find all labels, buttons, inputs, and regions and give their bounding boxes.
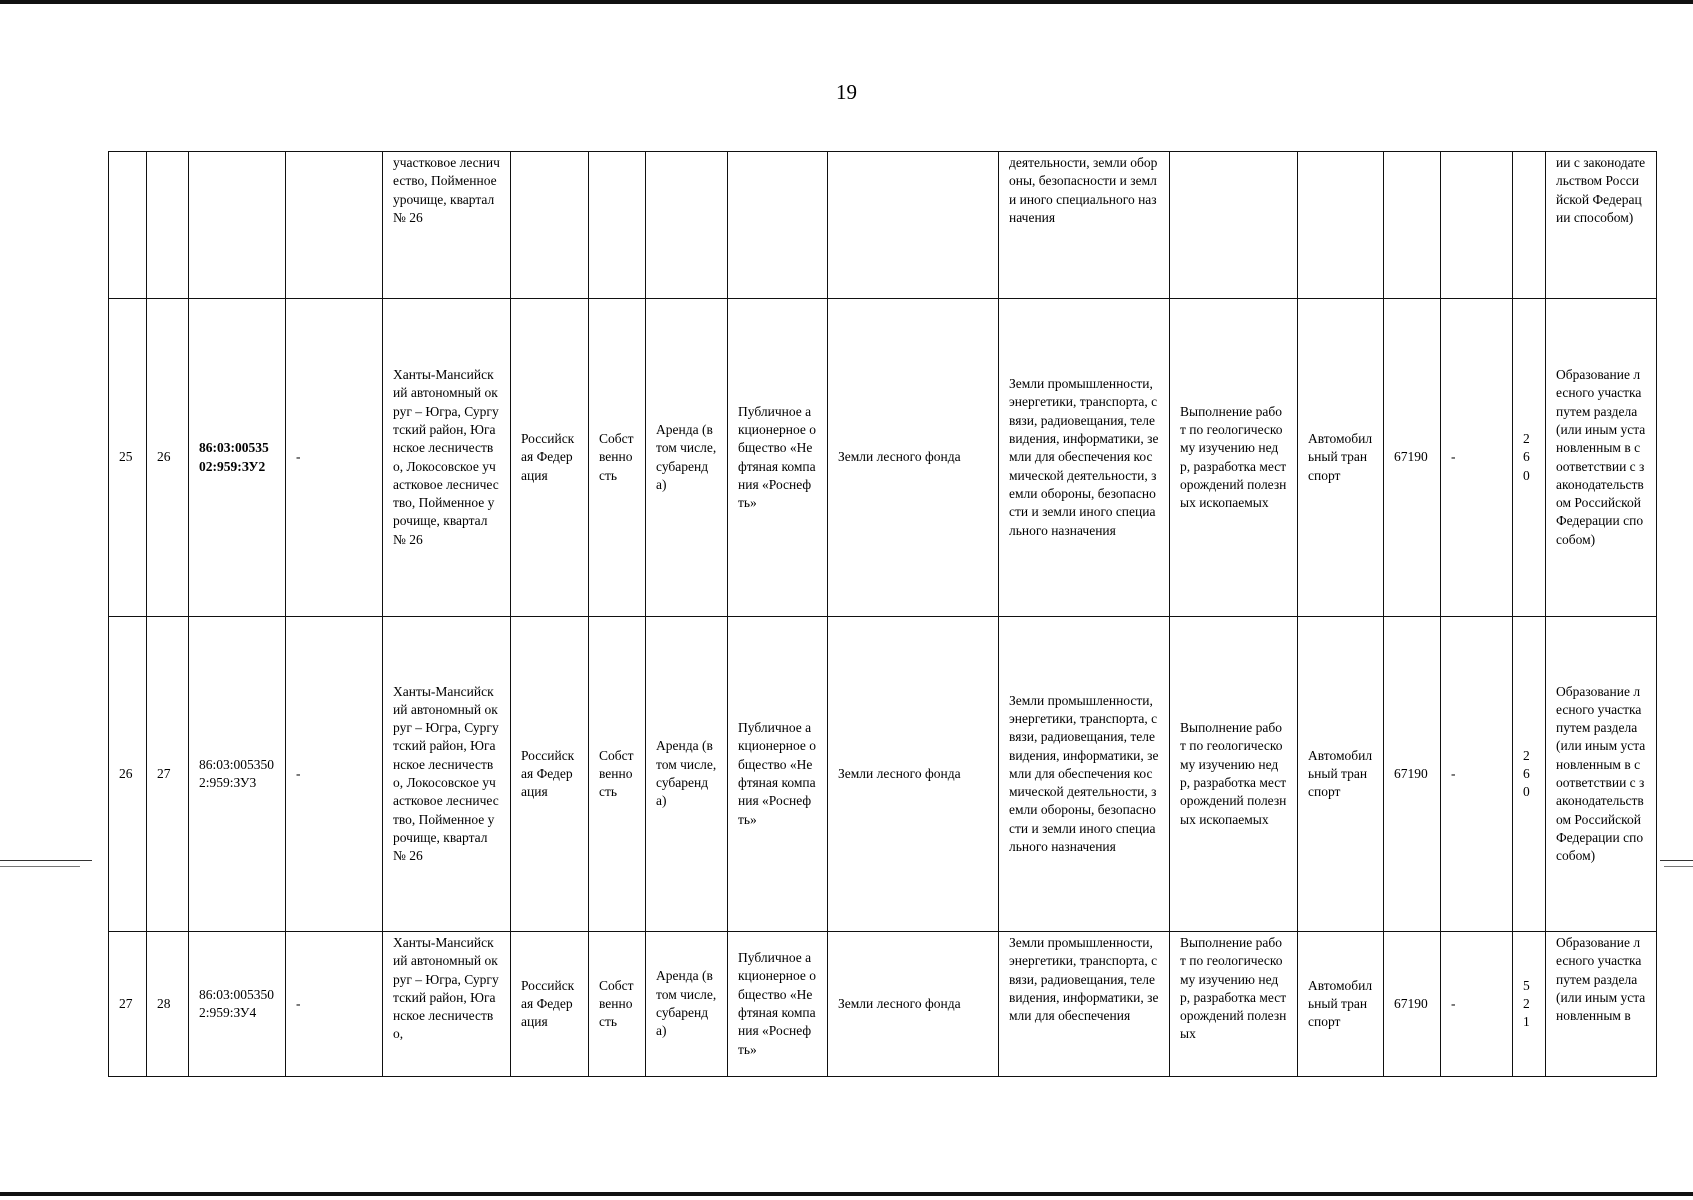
table-row [109,152,1657,299]
area-cell: 67190 [1384,932,1441,1077]
dash-cell: - [286,299,383,617]
transport-cell: Автомобильный транспорт [1298,932,1384,1077]
land-plots-table [108,151,1657,1077]
left-margin-mark [0,866,80,867]
area-cell: 67190 [1384,617,1441,932]
method-cell: Образование лесного участка путем раздела (или иным установленным в [1546,932,1657,1077]
table-row [109,932,1657,1077]
right-cell [589,152,646,299]
method-cell: Образование лесного участка путем раздела (или иным установленным в соответствии с законодательством Российской Федерации способом) [1546,299,1657,617]
location-cell: участковое лесничество, Пойменное урочище, квартал № 26 [383,152,511,299]
encumbrance-cell: Аренда (в том числе, субаренда) [646,299,728,617]
area-cell: 67190 [1384,299,1441,617]
right-margin-mark [1660,860,1693,861]
location-cell: Ханты-Мансийский автономный округ – Югра, Сургутский район, Юганское лесничество, Локосовское участковое лесничество, Пойменное урочище, квартал № 26 [383,299,511,617]
plot-number: 26 [147,299,189,617]
value-cell: 260 [1513,617,1546,932]
cadastral-number [189,152,286,299]
top-rule [0,0,1693,4]
owner-cell: Российская Федерация [511,299,589,617]
cadastral-number: 86:03:0053502:959:ЗУ4 [189,932,286,1077]
holder-cell: Публичное акционерное общество «Нефтяная компания «Роснефть» [728,617,828,932]
category-cell: Земли лесного фонда [828,932,999,1077]
method-cell: Образование лесного участка путем раздела (или иным установленным в соответствии с законодательством Российской Федерации способом) [1546,617,1657,932]
value-cell [1513,152,1546,299]
right-cell: Собственность [589,299,646,617]
holder-cell [728,152,828,299]
activity-cell: Выполнение работ по геологическому изучению недр, разработка месторождений полезных ископаемых [1170,617,1298,932]
left-margin-mark [0,860,92,861]
location-cell: Ханты-Мансийский автономный округ – Югра, Сургутский район, Юганское лесничество, [383,932,511,1077]
row-number: 27 [109,932,147,1077]
cadastral-number: 86:03:0053502:959:ЗУ3 [189,617,286,932]
transport-cell [1298,152,1384,299]
holder-cell: Публичное акционерное общество «Нефтяная компания «Роснефть» [728,299,828,617]
encumbrance-cell [646,152,728,299]
right-cell: Собственность [589,932,646,1077]
plot-number: 27 [147,617,189,932]
owner-cell: Российская Федерация [511,617,589,932]
category-description-cell: Земли промышленности, энергетики, транспорта, связи, радиовещания, телевидения, информатики, земли для обеспечения космической деятельности, земли обороны, безопасности и земли иного специального назначения [999,617,1170,932]
dash2-cell: - [1441,299,1513,617]
encumbrance-cell: Аренда (в том числе, субаренда) [646,617,728,932]
right-margin-mark [1664,866,1693,867]
plot-number [147,152,189,299]
method-cell: ии с законодательством Российской Федерации способом) [1546,152,1657,299]
dash-cell [286,152,383,299]
owner-cell: Российская Федерация [511,932,589,1077]
dash2-cell: - [1441,617,1513,932]
dash-cell: - [286,932,383,1077]
category-description-cell: Земли промышленности, энергетики, транспорта, связи, радиовещания, телевидения, информатики, земли для обеспечения [999,932,1170,1077]
activity-cell: Выполнение работ по геологическому изучению недр, разработка месторождений полезных ископаемых [1170,299,1298,617]
right-cell: Собственность [589,617,646,932]
category-description-cell: Земли промышленности, энергетики, транспорта, связи, радиовещания, телевидения, информатики, земли для обеспечения космической деятельности, земли обороны, безопасности и земли иного специального назначения [999,299,1170,617]
value-cell: 521 [1513,932,1546,1077]
activity-cell: Выполнение работ по геологическому изучению недр, разработка месторождений полезных [1170,932,1298,1077]
owner-cell [511,152,589,299]
category-cell: Земли лесного фонда [828,617,999,932]
row-number: 26 [109,617,147,932]
transport-cell: Автомобильный транспорт [1298,617,1384,932]
value-cell: 260 [1513,299,1546,617]
dash2-cell: - [1441,932,1513,1077]
category-cell: Земли лесного фонда [828,299,999,617]
dash2-cell [1441,152,1513,299]
activity-cell [1170,152,1298,299]
area-cell [1384,152,1441,299]
row-number: 25 [109,299,147,617]
encumbrance-cell: Аренда (в том числе, субаренда) [646,932,728,1077]
page-number: 19 [836,80,857,104]
category-description-cell: деятельности, земли обороны, безопасности и земли иного специального назначения [999,152,1170,299]
bottom-rule [0,1192,1693,1196]
category-cell [828,152,999,299]
plot-number: 28 [147,932,189,1077]
cadastral-number: 86:03:0053502:959:ЗУ2 [189,299,286,617]
table-row [109,299,1657,617]
holder-cell: Публичное акционерное общество «Нефтяная компания «Роснефть» [728,932,828,1077]
row-number [109,152,147,299]
table-row [109,617,1657,932]
location-cell: Ханты-Мансийский автономный округ – Югра, Сургутский район, Юганское лесничество, Локосовское участковое лесничество, Пойменное урочище, квартал № 26 [383,617,511,932]
transport-cell: Автомобильный транспорт [1298,299,1384,617]
dash-cell: - [286,617,383,932]
